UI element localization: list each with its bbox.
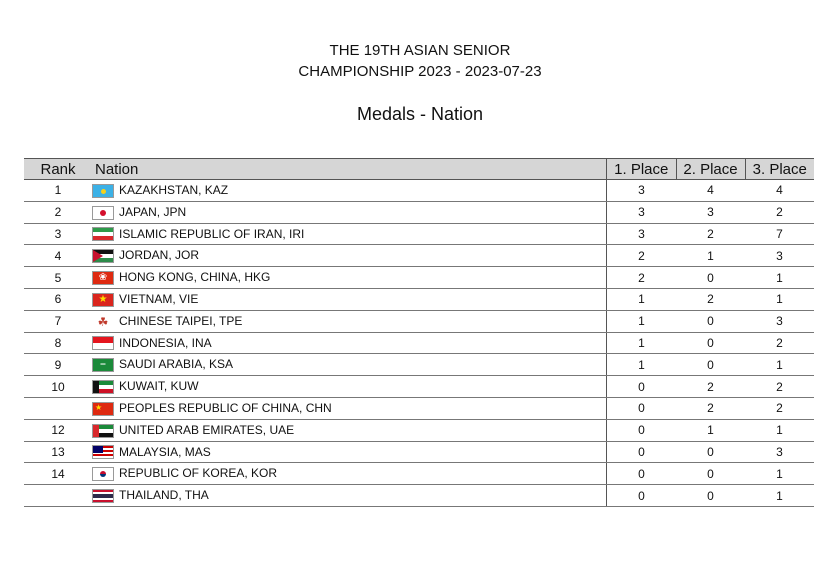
second-place-count: 0: [676, 267, 745, 289]
first-place-count: 2: [607, 245, 677, 267]
rank-cell: 13: [24, 441, 92, 463]
second-place-count: 0: [676, 332, 745, 354]
nation-cell: [92, 201, 607, 223]
second-place-count: 2: [676, 288, 745, 310]
second-place-count: 3: [676, 201, 745, 223]
first-place-count: 2: [607, 267, 677, 289]
table-row: [24, 485, 814, 507]
table-row: [24, 463, 814, 485]
third-place-count: 3: [745, 310, 814, 332]
nation-cell: [92, 376, 607, 398]
nation-cell: [92, 332, 607, 354]
vietnam-flag-icon: ★: [92, 293, 114, 307]
third-place-count: 2: [745, 397, 814, 419]
nation-cell: [92, 288, 607, 310]
first-place-count: 0: [607, 376, 677, 398]
table-row: [24, 267, 814, 289]
uae-flag-icon: [92, 424, 114, 438]
nation-cell: [92, 397, 607, 419]
rank-cell: 8: [24, 332, 92, 354]
first-place-count: 0: [607, 419, 677, 441]
third-place-count: 3: [745, 441, 814, 463]
third-place-count: 2: [745, 201, 814, 223]
japan-flag-icon: [92, 206, 114, 220]
rank-cell: 10: [24, 376, 92, 398]
nation-name: SAUDI ARABIA, KSA: [119, 357, 234, 372]
table-row: [24, 354, 814, 376]
first-place-count: 1: [607, 310, 677, 332]
first-place-count: 3: [607, 223, 677, 245]
table-row: [24, 245, 814, 267]
hong-kong-flag-icon: ❀: [92, 271, 114, 285]
table-row: [24, 397, 814, 419]
table-row: [24, 441, 814, 463]
medals-table-body: [24, 180, 814, 507]
medals-table: [24, 158, 814, 507]
rank-cell: 12: [24, 419, 92, 441]
iran-flag-icon: [92, 227, 114, 241]
third-place-count: 2: [745, 376, 814, 398]
first-place-count: 0: [607, 397, 677, 419]
second-place-count: 0: [676, 463, 745, 485]
rank-cell: [24, 485, 92, 507]
second-place-count: 2: [676, 376, 745, 398]
rank-cell: 4: [24, 245, 92, 267]
second-place-count: 0: [676, 441, 745, 463]
chinese-taipei-flag-icon: ☘: [97, 314, 109, 329]
report-subtitle: Medals - Nation: [356, 104, 484, 124]
second-place-count: 2: [676, 397, 745, 419]
nation-name: PEOPLES REPUBLIC OF CHINA, CHN: [119, 400, 332, 415]
nation-name: REPUBLIC OF KOREA, KOR: [119, 466, 278, 481]
nation-cell: [92, 267, 607, 289]
third-place-count: 7: [745, 223, 814, 245]
rank-cell: 9: [24, 354, 92, 376]
nation-cell: [92, 245, 607, 267]
first-place-count: 1: [607, 354, 677, 376]
nation-cell: [92, 354, 607, 376]
nation-name: ISLAMIC REPUBLIC OF IRAN, IRI: [119, 226, 305, 241]
rank-cell: [24, 397, 92, 419]
third-place-count: 1: [745, 485, 814, 507]
second-place-count: 2: [676, 223, 745, 245]
table-row: [24, 223, 814, 245]
rank-cell: 2: [24, 201, 92, 223]
thailand-flag-icon: [92, 489, 114, 503]
table-row: [24, 419, 814, 441]
second-place-count: 0: [676, 354, 745, 376]
column-header-nation: Nation: [92, 159, 607, 180]
third-place-count: 3: [745, 245, 814, 267]
third-place-count: 1: [745, 288, 814, 310]
nation-name: JAPAN, JPN: [119, 204, 187, 219]
nation-cell: [92, 223, 607, 245]
kuwait-flag-icon: [92, 380, 114, 394]
nation-name: KUWAIT, KUW: [119, 379, 199, 394]
nation-name: HONG KONG, CHINA, HKG: [119, 270, 271, 285]
first-place-count: 3: [607, 180, 677, 202]
second-place-count: 4: [676, 180, 745, 202]
rank-cell: 14: [24, 463, 92, 485]
rank-cell: 1: [24, 180, 92, 202]
nation-cell: [92, 485, 607, 507]
first-place-count: 0: [607, 463, 677, 485]
table-row: [24, 180, 814, 202]
rank-cell: 5: [24, 267, 92, 289]
korea-flag-icon: [92, 467, 114, 481]
jordan-flag-icon: [92, 249, 114, 263]
third-place-count: 1: [745, 354, 814, 376]
second-place-count: 1: [676, 245, 745, 267]
third-place-count: 4: [745, 180, 814, 202]
column-header-2nd-place: 2. Place: [676, 159, 745, 180]
column-header-3rd-place: 3. Place: [745, 159, 814, 180]
table-row: [24, 310, 814, 332]
china-flag-icon: ★: [92, 402, 114, 416]
first-place-count: 1: [607, 288, 677, 310]
nation-name: VIETNAM, VIE: [119, 291, 199, 306]
rank-cell: 3: [24, 223, 92, 245]
nation-cell: [92, 419, 607, 441]
nation-cell: [92, 310, 607, 332]
first-place-count: 0: [607, 441, 677, 463]
kazakhstan-flag-icon: [92, 184, 114, 198]
third-place-count: 1: [745, 267, 814, 289]
report-title-line1: THE 19TH ASIAN SENIOR: [329, 42, 511, 59]
first-place-count: 1: [607, 332, 677, 354]
nation-name: THAILAND, THA: [119, 488, 209, 503]
table-row: [24, 376, 814, 398]
nation-cell: [92, 180, 607, 202]
report-title-line2: CHAMPIONSHIP 2023 - 2023-07-23: [298, 63, 542, 80]
first-place-count: 3: [607, 201, 677, 223]
table-row: [24, 288, 814, 310]
table-row: [24, 201, 814, 223]
first-place-count: 0: [607, 485, 677, 507]
column-header-rank: Rank: [24, 159, 92, 180]
second-place-count: 1: [676, 419, 745, 441]
nation-name: KAZAKHSTAN, KAZ: [119, 182, 229, 197]
table-header-row: [24, 159, 814, 180]
second-place-count: 0: [676, 310, 745, 332]
nation-name: UNITED ARAB EMIRATES, UAE: [119, 422, 295, 437]
nation-name: CHINESE TAIPEI, TPE: [119, 313, 243, 328]
rank-cell: 6: [24, 288, 92, 310]
third-place-count: 2: [745, 332, 814, 354]
indonesia-flag-icon: [92, 336, 114, 350]
third-place-count: 1: [745, 463, 814, 485]
nation-name: MALAYSIA, MAS: [119, 444, 211, 459]
malaysia-flag-icon: [92, 445, 114, 459]
nation-cell: [92, 463, 607, 485]
saudi-arabia-flag-icon: ═: [92, 358, 114, 372]
second-place-count: 0: [676, 485, 745, 507]
table-row: [24, 332, 814, 354]
rank-cell: 7: [24, 310, 92, 332]
nation-name: INDONESIA, INA: [119, 335, 212, 350]
column-header-1st-place: 1. Place: [607, 159, 677, 180]
nation-name: JORDAN, JOR: [119, 248, 200, 263]
nation-cell: [92, 441, 607, 463]
third-place-count: 1: [745, 419, 814, 441]
